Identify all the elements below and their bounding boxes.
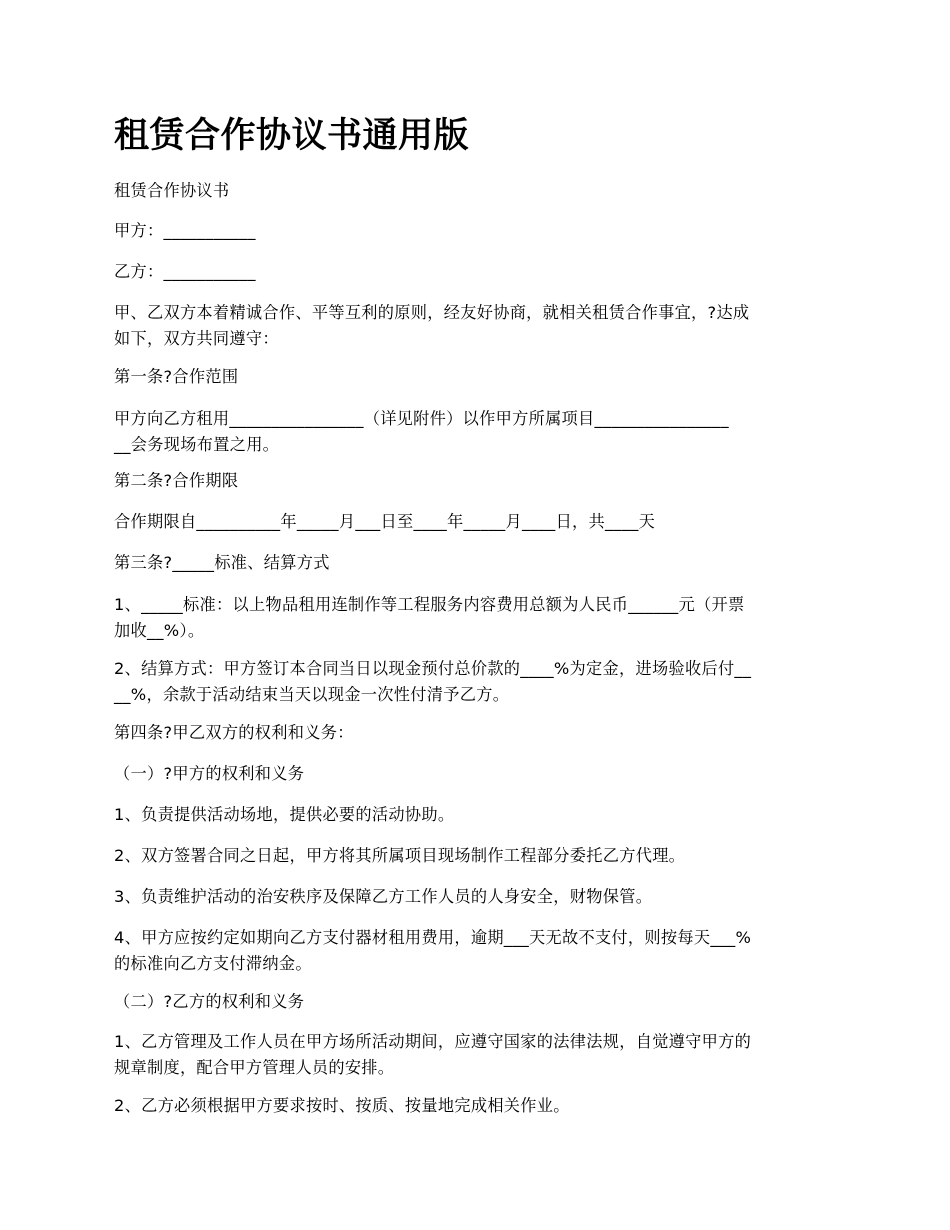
- text-line: 1、乙方管理及工作人员在甲方场所活动期间，应遵守国家的法律法规，自觉遵守甲方的: [114, 1032, 752, 1051]
- text-line: 3、负责维护活动的治安秩序及保障乙方工作人员的人身安全，财物保管。: [114, 887, 653, 906]
- article-4-heading: [114, 720, 840, 746]
- article-2-heading: [114, 468, 840, 494]
- text-line: 甲方向乙方租用________________（详见附件）以作甲方所属项目________________: [114, 409, 729, 428]
- text-line: 规章制度，配合甲方管理人员的安排。: [114, 1058, 395, 1077]
- section-a-heading: [114, 761, 840, 787]
- subtitle-paragraph: [114, 178, 840, 204]
- article-3-item-1: [114, 592, 840, 644]
- article-1-body: [114, 406, 840, 458]
- text-line: 第四条?甲乙双方的权利和义务：: [114, 723, 354, 742]
- section-a-item-1: [114, 802, 840, 828]
- text-line: 1、_____标准：以上物品租用连制作等工程服务内容费用总额为人民币______元（开票: [114, 595, 745, 614]
- party-b-paragraph: [114, 259, 840, 285]
- section-a-item-4: [114, 925, 840, 977]
- text-line: 乙方：___________: [114, 262, 256, 281]
- text-line: 加收__%）。: [114, 621, 205, 640]
- text-line: __会务现场布置之用。: [114, 435, 280, 454]
- text-line: 租赁合作协议书: [114, 181, 230, 200]
- text-line: 甲、乙双方本着精诚合作、平等互利的原则，经友好协商，就相关租赁合作事宜，?达成: [114, 303, 750, 322]
- text-line: （一）?甲方的权利和义务: [114, 764, 305, 783]
- preamble-paragraph: [114, 300, 840, 352]
- text-line: 的标准向乙方支付滞纳金。: [114, 954, 312, 973]
- text-line: 1、负责提供活动场地，提供必要的活动协助。: [114, 805, 455, 824]
- article-1-heading: [114, 364, 840, 390]
- text-line: __%，余款于活动结束当天以现金一次性付清予乙方。: [114, 685, 510, 704]
- section-b-heading: [114, 989, 840, 1015]
- article-3-item-2: [114, 656, 840, 708]
- article-2-body: [114, 509, 840, 535]
- section-a-item-2: [114, 843, 840, 869]
- section-b-item-1: [114, 1029, 840, 1081]
- text-line: 4、甲方应按约定如期向乙方支付器材租用费用，逾期___天无故不支付，则按每天___%: [114, 928, 752, 947]
- text-line: 2、结算方式：甲方签订本合同当日以现金预付总价款的____%为定金，进场验收后付__: [114, 659, 752, 678]
- text-line: 第二条?合作期限: [114, 471, 239, 490]
- text-line: （二）?乙方的权利和义务: [114, 992, 305, 1011]
- section-a-item-3: [114, 884, 840, 910]
- text-line: 合作期限自__________年_____月___日至____年_____月____日，共____天: [114, 512, 656, 531]
- text-line: 第三条?_____标准、结算方式: [114, 553, 330, 572]
- document-title: 租赁合作协议书通用版: [114, 116, 470, 156]
- article-3-heading: [114, 550, 840, 576]
- text-line: 甲方：___________: [114, 221, 256, 240]
- text-line: 如下，双方共同遵守：: [114, 329, 279, 348]
- section-b-item-2: [114, 1093, 840, 1119]
- text-line: 第一条?合作范围: [114, 367, 239, 386]
- text-line: 2、双方签署合同之日起，甲方将其所属项目现场制作工程部分委托乙方代理。: [114, 846, 686, 865]
- text-line: 2、乙方必须根据甲方要求按时、按质、按量地完成相关作业。: [114, 1096, 570, 1115]
- party-a-paragraph: [114, 218, 840, 244]
